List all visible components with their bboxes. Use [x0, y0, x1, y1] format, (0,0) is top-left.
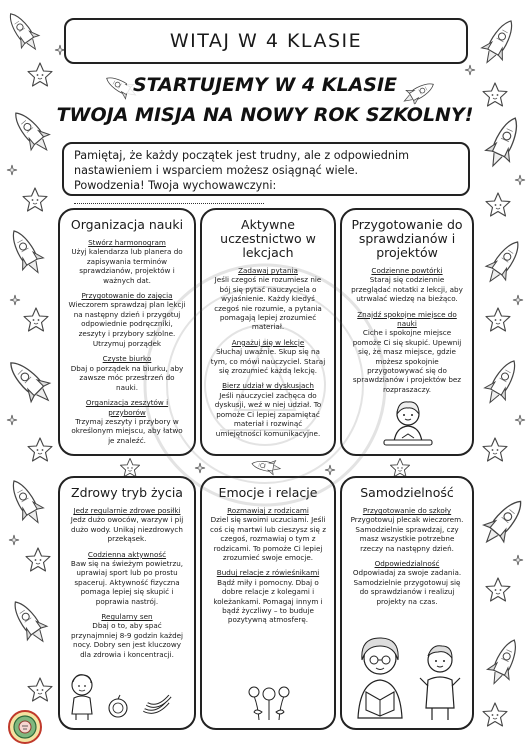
card-subheading: Czyste biurko: [102, 354, 152, 364]
card-text: Użyj kalendarza lub planera do zapisywania terminów sprawdzianów, projektów i ważnych dat.: [71, 247, 183, 285]
card-text: Wieczorem sprawdzaj plan lekcji na następny dzień i przygotuj odpowiednie podręczniki, zeszyty i przybory szkolne.: [68, 300, 186, 338]
card-title: Emocje i relacje: [218, 485, 318, 500]
hero-line-2: TWOJA MISJA NA NOWY ROK SZKOLNY!: [0, 104, 530, 126]
card-subheading: Buduj relacje z rówieśnikami: [216, 568, 320, 578]
page-title: WITAJ W 4 KLASIE: [169, 30, 363, 52]
card-subheading: Odpowiedzialność: [374, 559, 440, 569]
card-text: Staraj się codziennie przeglądać notatki z lekcji, aby utrwalać wiedzę na bieżąco.: [351, 275, 463, 304]
card-subheading: Utrzymuj porządek: [92, 339, 162, 349]
card-subheading: Przygotowanie do szkoły: [362, 506, 452, 515]
card-text: Jedz dużo owoców, warzyw i pij dużo wody. Unikaj niezdrowych przekąsek.: [70, 515, 184, 544]
card-text: Dziel się swoimi uczuciami. Jeśli coś cię martwi lub cieszysz się z czegoś, rozmawiaj o tym z rodzicami. To pomoże Ci lepiej zrozumieć swoje emocje.: [210, 515, 326, 563]
card-organizacja-nauki: [58, 208, 196, 456]
card-title: Zdrowy tryb życia: [71, 485, 183, 500]
card-subheading: Angażuj się w lekcje: [231, 337, 305, 347]
card-text: Odpowiadaj za swoje zadania. Samodzielnie przygotowuj się do sprawdzianów i realizuj projekty na czas.: [352, 568, 462, 606]
card-title: Aktywne uczestnictwo w lekcjach: [220, 217, 316, 260]
card-title: Samodzielność: [360, 485, 454, 500]
card-subheading: Stwórz harmonogram: [88, 238, 166, 247]
card-title: Organizacja nauki: [70, 217, 184, 232]
card-text: Jeśli nauczyciel zachęca do dyskusji, weź w niej udział. To pomoże Ci lepiej zapamiętać materiał i rozwinąć umiejętności komunikacyjne.: [214, 390, 322, 438]
flowers-illustration: [234, 678, 304, 722]
card-subheading: Jedz regularnie zdrowe posiłki: [73, 506, 181, 515]
card-text: Trzymaj zeszyty i przybory w określonym miejscu, aby łatwo je znaleźć.: [71, 416, 183, 445]
card-subheading: Codzienna aktywność: [87, 549, 167, 559]
card-subheading: Codzienne powtórki: [371, 266, 443, 275]
page-title-box: [64, 18, 468, 64]
card-text: Dbaj o to, aby spać przynajmniej 8-9 godzin każdej nocy. Dobry sen jest kluczowy dla zdrowia i koncentracji.: [70, 621, 184, 659]
girl-studying-illustration: [378, 398, 438, 450]
card-title: Przygotowanie do sprawdzianów i projektów: [351, 217, 463, 260]
card-subheading: Przygotowanie do zajęcia: [81, 291, 173, 301]
card-text: Baw się na świeżym powietrzu, uprawiaj sport lub po prostu spaceruj. Aktywność fizyczna pomaga lepiej się skupić i poprawia nastrój.: [70, 559, 184, 606]
teacher-notice: [62, 142, 470, 196]
card-text: Bądź miły i pomocny. Dbaj o dobre relacje z kolegami i koleżankami. Pomagaj innym i bądź życzliwy – to buduje pozytywną atmosferę.: [213, 577, 323, 625]
card-subheading: Rozmawiaj z rodzicami: [227, 506, 309, 515]
card-subheading: Organizacja zeszytów i przyborów: [85, 398, 169, 417]
card-text: Dbaj o porządek na biurku, aby zawsze móc przestrzeń do nauki.: [70, 363, 184, 392]
child-and-fruit-illustration: [64, 670, 190, 722]
school-seal-badge: [8, 710, 42, 744]
card-text: Jeśli czegoś nie rozumiesz nie bój się pytać nauczyciela o wyjaśnienie. Każdy kiedyś czegoś nie rozumie, a pytania pomagają lepiej zrozumieć materiał.: [214, 275, 322, 332]
card-subheading: Zadawaj pytania: [238, 266, 298, 275]
card-subheading: Znajdź spokojne miejsce do nauki: [357, 309, 457, 329]
card-aktywne-uczestnictwo: [200, 208, 336, 456]
card-text: Przygotowuj plecak wieczorem. Samodzielnie sprawdzaj, czy masz wszystkie potrzebne rzeczy na następny dzień.: [350, 515, 464, 553]
children-reading-illustration: [346, 630, 470, 722]
notice-signature: Powodzenia! Twoja wychowawczyni:: [74, 179, 277, 192]
card-text: Ciche i spokojne miejsce pomoże Ci się skupić. Upewnij się, że masz miejsce, gdzie możesz spokojnie przygotowywać się do sprawdzianów i projektów bez rozpraszaczy.: [352, 328, 462, 394]
hero-line-1: STARTUJEMY W 4 KLASIE: [0, 74, 530, 96]
notice-text: Pamiętaj, że każdy początek jest trudny, ale z odpowiednim nastawieniem i wsparciem możesz osiągnąć wiele.: [74, 149, 410, 177]
signature-line: [74, 193, 264, 204]
card-subheading: Bierz udział w dyskusjach: [222, 381, 314, 391]
card-text: Słuchaj uważnie. Skup się na tym, co mówi nauczyciel. Staraj się zrozumieć każdą lekcję.: [210, 347, 326, 376]
card-subheading: Regularny sen: [101, 612, 153, 622]
